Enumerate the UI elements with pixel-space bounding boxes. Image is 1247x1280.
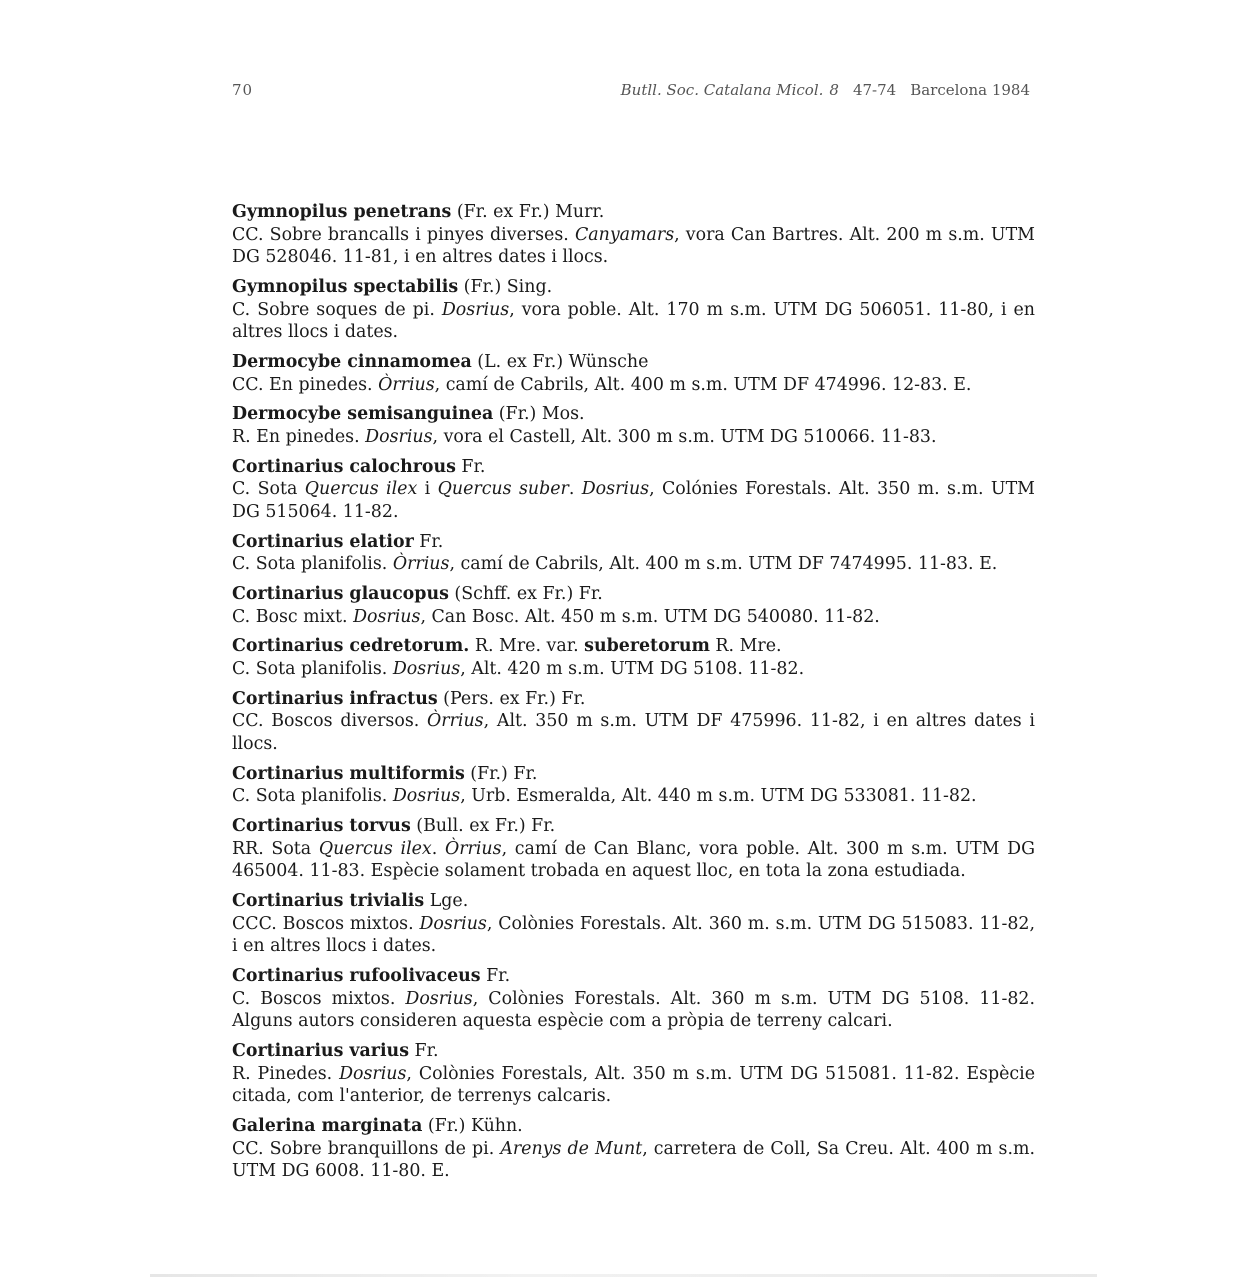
taxon-name: Cortinarius rufoolivaceus — [232, 966, 481, 987]
entry-title — [232, 635, 1035, 658]
species-entry — [232, 351, 1035, 396]
text-segment: , vora poble. Alt. 170 m s.m. UTM DG 506051. 11-80, i en altres llocs i dates. — [232, 299, 1035, 343]
species-entry — [232, 1040, 1035, 1108]
taxon-name: Cortinarius glaucopus — [232, 584, 449, 605]
entry-title — [232, 815, 1035, 838]
species-entry — [232, 276, 1035, 344]
taxon-author: (Fr. ex Fr.) Murr. — [451, 202, 605, 222]
text-segment: CC. En pinedes. — [232, 374, 379, 395]
taxon-author: (Fr.) Sing. — [458, 276, 553, 297]
text-segment: , Alt. 420 m s.m. UTM DG 5108. 11-82. — [460, 659, 805, 679]
entry-description — [232, 658, 1035, 681]
entry-title — [232, 583, 1035, 606]
text-segment: , Can Bosc. Alt. 450 m s.m. UTM DG 540080. 11-82. — [420, 606, 880, 627]
species-entry — [232, 688, 1035, 756]
species-entry — [232, 890, 1035, 958]
entry-description — [232, 224, 1035, 269]
entry-title — [232, 1040, 1035, 1063]
entry-title — [232, 351, 1035, 374]
species-list — [232, 201, 1035, 1190]
text-segment: C. Sota planifolis. — [232, 659, 393, 679]
text-segment: , camí de Cabrils, Alt. 400 m s.m. UTM DF 474996. 12-83. E. — [434, 374, 972, 395]
locality: Dosrius — [353, 606, 421, 627]
taxon-name: Cortinarius elatior — [232, 531, 414, 552]
text-segment: i — [417, 479, 438, 500]
entry-description — [232, 988, 1035, 1033]
text-segment: CC. Sobre branquillons de pi. — [232, 1138, 501, 1159]
taxon-name: Dermocybe semisanguinea — [232, 404, 494, 425]
journal-place-year: Barcelona 1984 — [910, 81, 1030, 99]
species-entry — [232, 1115, 1035, 1183]
species-entry — [232, 403, 1035, 448]
taxon-author: (Fr.) Kühn. — [422, 1116, 523, 1136]
text-segment: CCC. Boscos mixtos. — [232, 913, 420, 934]
locality: Dosrius — [419, 913, 487, 934]
taxon-author: Fr. — [455, 456, 486, 477]
journal-name: Butll. Soc. Catalana Micol. — [620, 81, 824, 99]
text-segment: , vora el Castell, Alt. 300 m s.m. UTM DG 510066. 11-83. — [432, 426, 937, 447]
entry-description — [232, 606, 1035, 629]
text-segment: , carretera de Coll, Sa Creu. Alt. 400 m s.m. UTM DG 6008. 11-80. E. — [232, 1138, 1035, 1182]
text-segment: C. Sota planifolis. — [232, 554, 393, 575]
taxon-name: Cortinarius multiformis — [232, 763, 465, 784]
locality: Canyamars — [574, 224, 675, 245]
taxon-author: Fr. — [413, 531, 444, 552]
locality: Dosrius — [392, 786, 461, 807]
entry-description — [232, 1063, 1035, 1108]
text-segment: R. Pinedes. — [232, 1063, 340, 1084]
variety-name: suberetorum — [584, 636, 710, 657]
taxon-author: Fr. — [480, 966, 511, 987]
taxon-author: (Schff. ex Fr.) Fr. — [448, 584, 603, 605]
text-segment: C. Boscos mixtos. — [232, 988, 406, 1009]
species-entry — [232, 763, 1035, 808]
variety-author: R. Mre. — [709, 636, 782, 657]
entry-description — [232, 913, 1035, 958]
entry-description — [232, 785, 1035, 808]
text-segment: R. En pinedes. — [232, 426, 366, 447]
entry-description — [232, 710, 1035, 755]
text-segment: , Urb. Esmeralda, Alt. 440 m s.m. UTM DG 533081. 11-82. — [460, 786, 977, 807]
journal-pages: 47-74 — [852, 81, 897, 99]
entry-description — [232, 478, 1035, 523]
entry-description — [232, 838, 1035, 883]
locality: Òrrius — [378, 374, 435, 395]
species-entry — [232, 583, 1035, 628]
taxon-author: (Pers. ex Fr.) Fr. — [437, 688, 586, 709]
host-species: Quercus ilex — [304, 479, 418, 500]
text-segment: CC. Sobre brancalls i pinyes diverses. — [232, 224, 575, 245]
text-segment: C. Sota planifolis. — [232, 786, 393, 807]
text-segment: , camí de Cabrils, Alt. 400 m s.m. UTM DF 7474995. 11-83. E. — [449, 554, 998, 575]
species-entry — [232, 635, 1035, 680]
text-segment: , Colónies Forestals. Alt. 350 m. s.m. UTM DG 515064. 11-82. — [232, 479, 1035, 522]
host-species: Quercus suber — [437, 479, 569, 500]
species-entry — [232, 965, 1035, 1033]
text-segment: . — [431, 838, 445, 859]
locality: Òrrius — [444, 838, 502, 859]
taxon-name: Cortinarius infractus — [232, 688, 438, 709]
locality: Dosrius — [339, 1063, 407, 1084]
taxon-name: Dermocybe cinnamomea — [232, 351, 472, 372]
text-segment: RR. Sota — [232, 838, 319, 859]
taxon-author: (Bull. ex Fr.) Fr. — [410, 816, 556, 837]
taxon-name: Cortinarius varius — [232, 1041, 409, 1062]
locality: Dosrius — [441, 299, 510, 320]
species-entry — [232, 531, 1035, 576]
entry-title — [232, 456, 1035, 479]
text-segment: , Colònies Forestals. Alt. 360 m. s.m. UTM DG 515083. 11-82, i en altres llocs i dates. — [232, 913, 1035, 957]
running-header — [232, 81, 1030, 107]
locality: Arenys de Munt — [500, 1138, 643, 1159]
journal-citation — [621, 81, 1030, 99]
text-segment: C. Sota — [232, 479, 305, 500]
entry-description — [232, 553, 1035, 576]
taxon-name: Cortinarius cedretorum. — [232, 636, 470, 657]
species-entry — [232, 201, 1035, 269]
taxon-name: Cortinarius trivialis — [232, 891, 425, 912]
taxon-author: Fr. — [409, 1041, 439, 1062]
entry-description — [232, 374, 1035, 397]
taxon-name: Gymnopilus penetrans — [232, 202, 452, 222]
text-segment: , Colònies Forestals. Alt. 360 m s.m. UTM DG 5108. 11-82. Alguns autors consideren aquesta espècie com a pròpia de terreny calcari. — [232, 988, 1035, 1032]
scan-edge-divider — [150, 1274, 1097, 1277]
entry-title — [232, 201, 1035, 224]
locality: Òrrius — [392, 554, 450, 575]
entry-description — [232, 1138, 1035, 1183]
host-species: Quercus ilex — [318, 838, 432, 859]
entry-description — [232, 299, 1035, 344]
taxon-name: Galerina marginata — [232, 1116, 423, 1136]
page-number: 70 — [232, 81, 254, 99]
species-entry — [232, 815, 1035, 883]
entry-title — [232, 1115, 1035, 1138]
locality: Dosrius — [365, 426, 433, 447]
taxon-author: (Fr.) Mos. — [493, 404, 585, 425]
entry-title — [232, 890, 1035, 913]
entry-title — [232, 276, 1035, 299]
taxon-name: Cortinarius calochrous — [232, 456, 456, 477]
locality: Dosrius — [581, 479, 650, 500]
entry-title — [232, 688, 1035, 711]
taxon-author: R. Mre. var. — [469, 636, 585, 657]
text-segment: , Alt. 350 m s.m. UTM DF 475996. 11-82, i en altres dates i llocs. — [232, 711, 1035, 754]
entry-title — [232, 403, 1035, 426]
entry-title — [232, 763, 1035, 786]
text-segment: , camí de Can Blanc, vora poble. Alt. 300 m s.m. UTM DG 465004. 11-83. Espècie solament trobada en aquest lloc, en tota la zona estudiada. — [232, 838, 1035, 882]
text-segment: C. Bosc mixt. — [232, 606, 354, 627]
taxon-name: Cortinarius torvus — [232, 816, 411, 837]
locality: Dosrius — [405, 988, 473, 1009]
text-segment: , Colònies Forestals, Alt. 350 m s.m. UTM DG 515081. 11-82. Espècie citada, com l'anterior, de terrenys calcaris. — [232, 1063, 1036, 1107]
text-segment: , vora Can Bartres. Alt. 200 m s.m. UTM DG 528046. 11-81, i en altres dates i llocs. — [232, 224, 1035, 268]
text-segment: C. Sobre soques de pi. — [232, 299, 442, 320]
taxon-author: (Fr.) Fr. — [464, 763, 538, 784]
locality: Òrrius — [427, 711, 484, 732]
text-segment: CC. Boscos diversos. — [232, 711, 428, 732]
taxon-author: Lge. — [424, 891, 469, 912]
entry-title — [232, 531, 1035, 554]
taxon-author: (L. ex Fr.) Wünsche — [471, 351, 649, 372]
species-entry — [232, 456, 1035, 524]
locality: Dosrius — [392, 659, 461, 679]
text-segment: . — [568, 479, 582, 500]
journal-volume: 8 — [829, 81, 839, 99]
entry-title — [232, 965, 1035, 988]
entry-description — [232, 426, 1035, 449]
taxon-name: Gymnopilus spectabilis — [232, 276, 459, 297]
